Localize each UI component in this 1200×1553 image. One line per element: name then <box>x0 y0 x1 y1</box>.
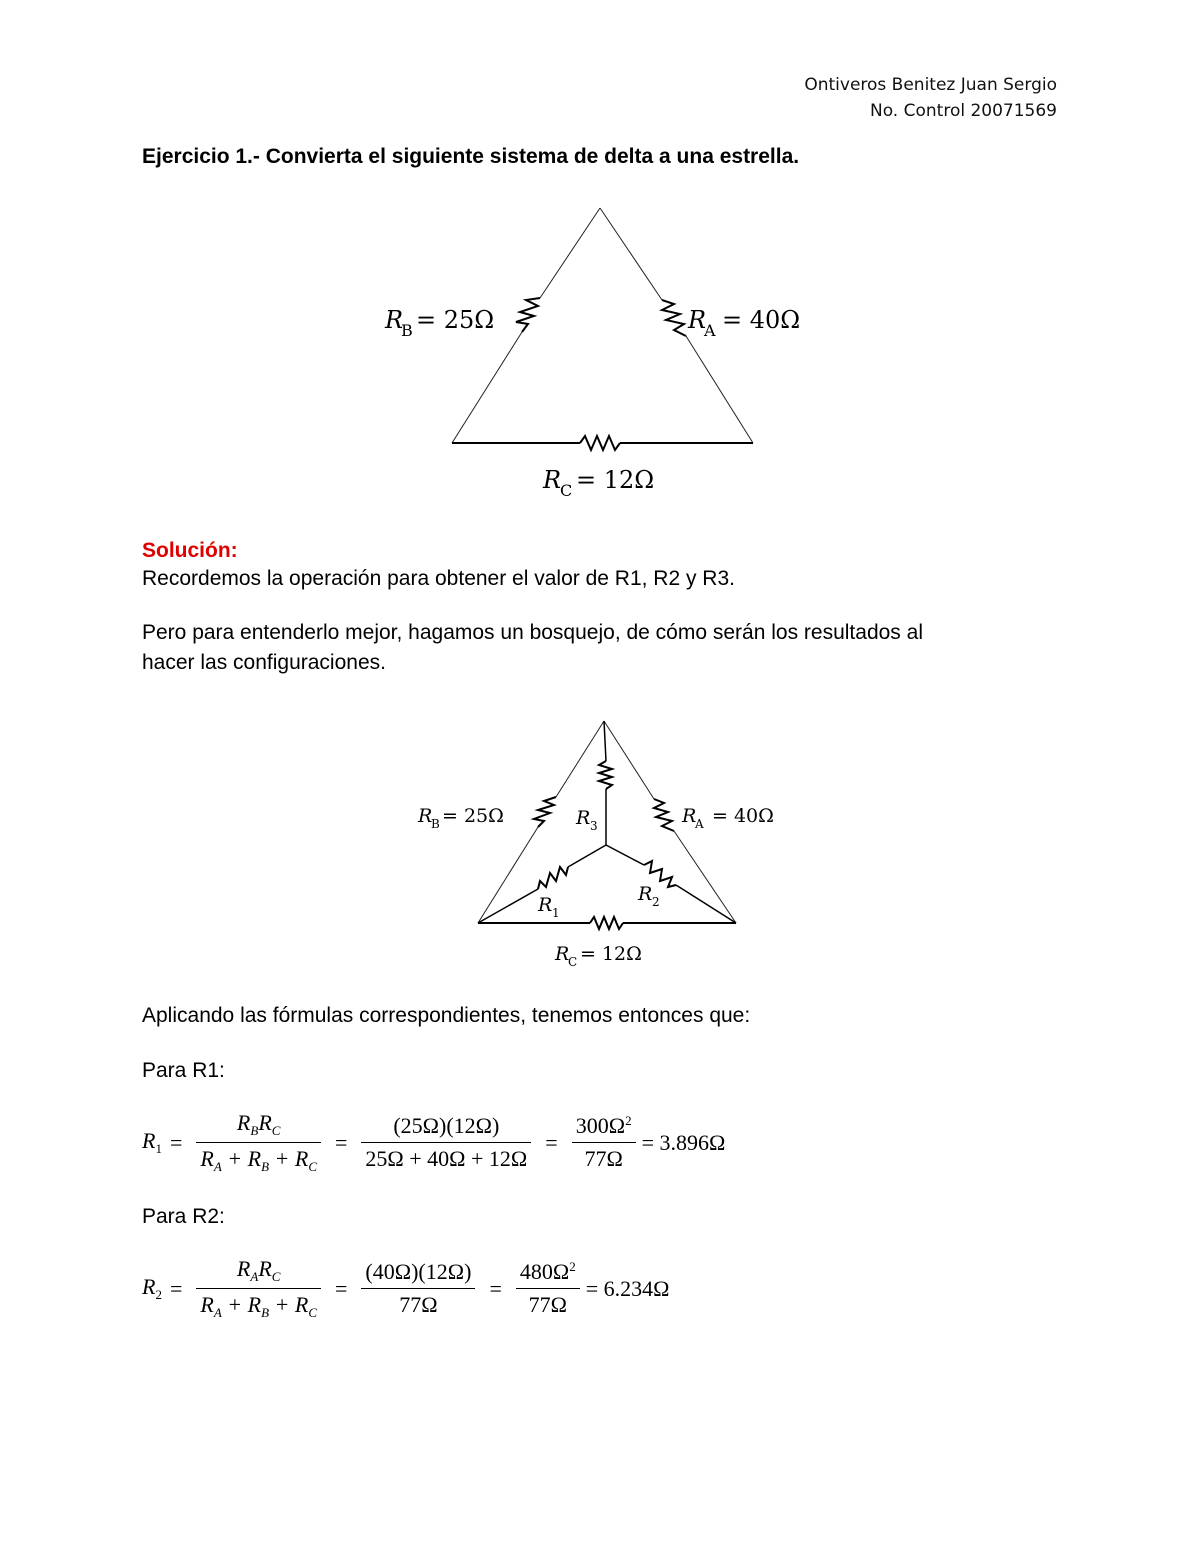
r1-equation: $R_1$ = $\frac{R_BR_C}{R_A + R_B + R_C}$ = $\frac{(25\Omega)(12\Omega)}{25\Omega + 40\Omega + 12\Omega}$ = $\frac{300\Omega^2}{77\Omega}$ = 3.896Ω <box>142 1110 726 1174</box>
rb-sub-2: B <box>431 817 440 831</box>
r2-label: R <box>638 883 653 905</box>
ra-value: = 40Ω <box>722 306 801 334</box>
solution-line-3: hacer las configuraciones. <box>142 651 386 674</box>
control-number: No. Control 20071569 <box>869 101 1057 121</box>
ra-sub: A <box>704 321 716 340</box>
rb-label: R <box>385 306 404 334</box>
outer-right-wire-upper <box>604 721 654 799</box>
r1-lhs: R <box>142 1128 156 1153</box>
rb-value-2: = 25Ω <box>442 805 504 827</box>
rc-label-2: R <box>555 943 570 965</box>
r1-heading: Para R1: <box>142 1059 225 1082</box>
star-left-wire-lower <box>478 889 538 923</box>
r1-denominator-symbolic: $R_A + R_B + R_C$ <box>200 1146 317 1174</box>
r2-equation: $R_2$ = $\frac{R_AR_C}{R_A + R_B + R_C}$ = $\frac{(40\Omega)(12\Omega)}{77\Omega}$ = $\frac{480\Omega^2}{77\Omega}$ = 6.234Ω <box>142 1256 670 1320</box>
delta-right-wire-lower <box>686 336 753 443</box>
r2-sub: 2 <box>652 895 660 909</box>
rb-resistor <box>516 298 540 332</box>
rc-value-2: = 12Ω <box>580 943 642 965</box>
rb-label-2: R <box>418 805 433 827</box>
solution-heading: Solución: <box>142 539 238 562</box>
rc-resistor <box>580 436 620 450</box>
r1-fraction-simplified: $\frac{300\Omega^2}{77\Omega}$ <box>572 1113 636 1172</box>
r1-result: = 3.896Ω <box>641 1129 726 1155</box>
rc-label: R <box>543 466 562 494</box>
ra-label-2: R <box>682 805 697 827</box>
outer-left-wire-lower <box>478 827 538 923</box>
r1-label: R <box>538 894 553 916</box>
star-right-wire-upper <box>606 845 644 865</box>
r1-fraction-symbolic: $\frac{R_BR_C}{R_A + R_B + R_C}$ <box>196 1110 321 1175</box>
r1-fraction-values: $\frac{(25\Omega)(12\Omega)}{25\Omega + 40\Omega + 12\Omega}$ <box>361 1113 531 1172</box>
r3-label: R <box>576 807 591 829</box>
author-name: Ontiveros Benitez Juan Sergio <box>804 75 1057 95</box>
r1-lhs-sub: 1 <box>155 1141 162 1156</box>
outer-left-wire-upper <box>556 721 604 797</box>
r2-fraction-values: $\frac{(40\Omega)(12\Omega)}{77\Omega}$ <box>361 1259 475 1318</box>
rb-resistor-2 <box>534 797 556 827</box>
rb-sub: B <box>401 321 413 340</box>
ra-resistor-2 <box>654 799 674 831</box>
r2-lhs-sub: 2 <box>155 1287 162 1302</box>
star-right-wire-lower <box>676 885 736 923</box>
delta-left-wire-upper <box>540 208 600 298</box>
rc-value: = 12Ω <box>576 466 655 494</box>
solution-line-2: Pero para entenderlo mejor, hagamos un bosquejo, de cómo serán los resultados al <box>142 621 923 644</box>
rc-resistor-2 <box>590 917 623 929</box>
delta-left-wire-lower <box>452 332 522 443</box>
solution-line-1: Recordemos la operación para obtener el valor de R1, R2 y R3. <box>142 567 735 590</box>
r2-result: = 6.234Ω <box>585 1275 670 1301</box>
r2-fraction-simplified: $\frac{480\Omega^2}{77\Omega}$ <box>516 1259 580 1318</box>
delta-star-diagram <box>410 715 810 975</box>
outer-right-wire-lower <box>674 831 736 923</box>
r2-heading: Para R2: <box>142 1205 225 1228</box>
rc-sub: C <box>560 481 573 500</box>
star-top-wire-upper <box>604 721 606 761</box>
r1-resistor <box>538 867 568 889</box>
r2-fraction-symbolic: $\frac{R_AR_C}{R_A + R_B + R_C}$ <box>196 1256 321 1321</box>
ra-sub-2: A <box>695 817 704 831</box>
r2-denominator-symbolic: $R_A + R_B + R_C$ <box>200 1292 317 1320</box>
delta-diagram <box>385 200 850 500</box>
r1-sub: 1 <box>552 906 560 920</box>
rc-sub-2: C <box>568 955 578 969</box>
ra-label: R <box>688 306 707 334</box>
delta-right-wire-upper <box>600 208 662 300</box>
exercise-title: Ejercicio 1.- Convierta el siguiente sistema de delta a una estrella. <box>142 145 800 168</box>
r2-lhs: R <box>142 1274 156 1299</box>
ra-value-2: = 40Ω <box>712 805 774 827</box>
rb-value: = 25Ω <box>416 306 495 334</box>
r3-resistor <box>599 761 612 789</box>
star-left-wire-upper <box>568 845 606 867</box>
ra-resistor <box>662 300 686 336</box>
r3-sub: 3 <box>590 819 598 833</box>
formulas-intro: Aplicando las fórmulas correspondientes, tenemos entonces que: <box>142 1004 751 1027</box>
